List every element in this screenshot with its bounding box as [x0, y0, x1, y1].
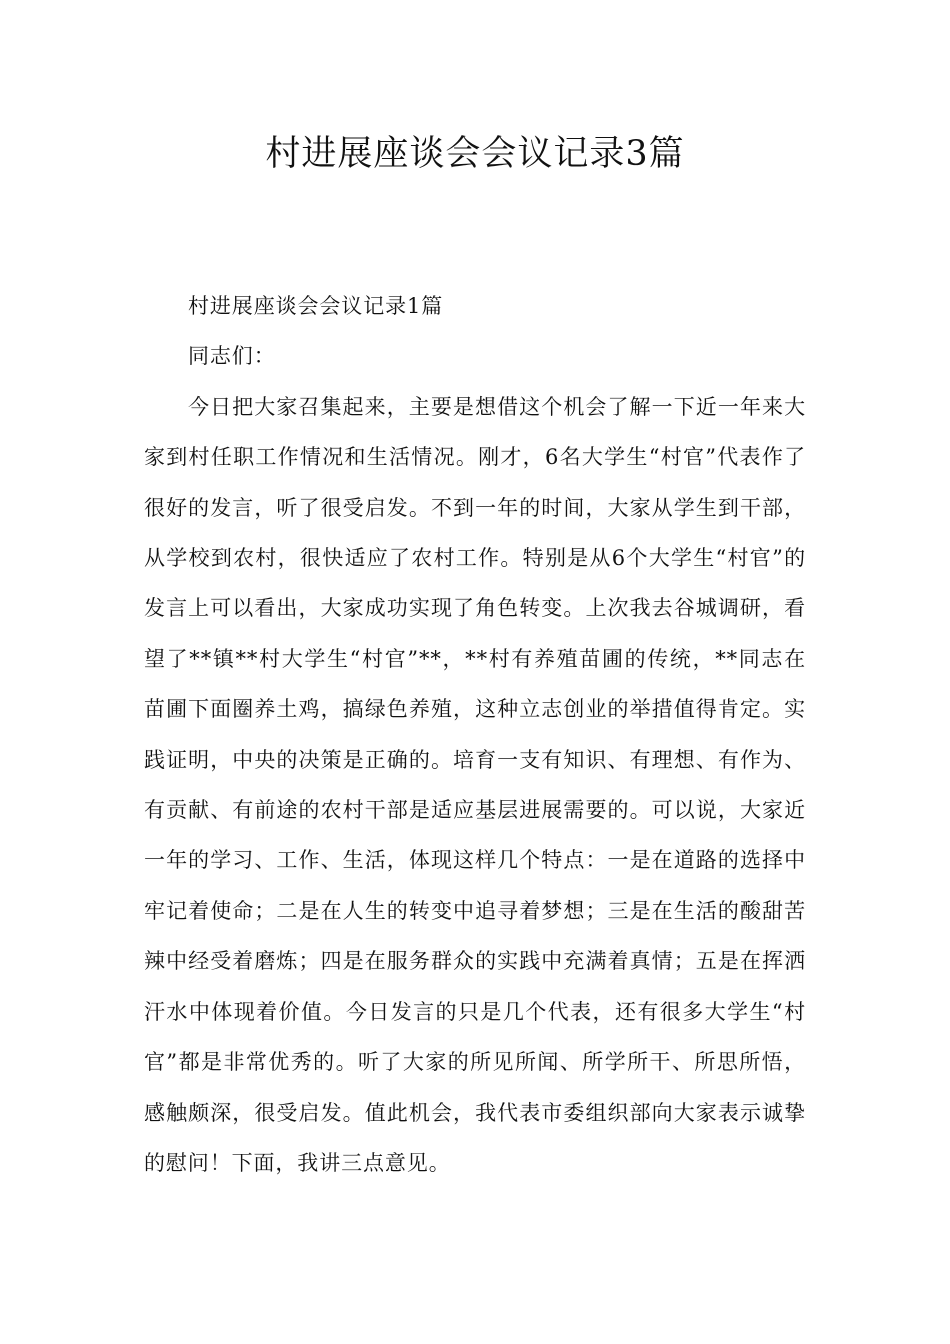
section-heading: 村进展座谈会会议记录1篇 — [188, 294, 444, 318]
salutation: 同志们： — [188, 344, 276, 369]
body-paragraph: 今日把大家召集起来，主要是想借这个机会了解一下近一年来大家到村任职工作情况和生活情况。刚才，6名大学生“村官”代表作了很好的发言，听了很受启发。不到一年的时间，大家从学生到干部，从学校到农村，很快适应了农村工作。特别是从6个大学生“村官”的发言上可以看出，大家成功实现了角色转变。上次我去谷城调研，看望了**镇**村大学生“村官”**，**村有养殖苗圃的传统，**同志在苗圃下面圈养土鸡，搞绿色养殖，这种立志创业的举措值得肯定。实践证明，中央的决策是正确的。培育一支有知识、有理想、有作为、有贡献、有前途的农村干部是适应基层进展需要的。可以说，大家近一年的学习、工作、生活，体现这样几个特点：一是在道路的选择中牢记着使命；二是在人生的转变中追寻着梦想；三是在生活的酸甜苦辣中经受着磨炼；四是在服务群众的实践中充满着真情；五是在挥洒汗水中体现着价值。今日发言的只是几个代表，还有很多大学生“村官”都是非常优秀的。听了大家的所见所闻、所学所干、所思所悟，感触颇深，很受启发。值此机会，我代表市委组织部向大家表示诚挚的慰问！下面，我讲三点意见。 — [144, 394, 806, 1175]
document-body — [144, 281, 806, 1188]
document-title: 村进展座谈会会议记录3篇 — [265, 134, 685, 174]
